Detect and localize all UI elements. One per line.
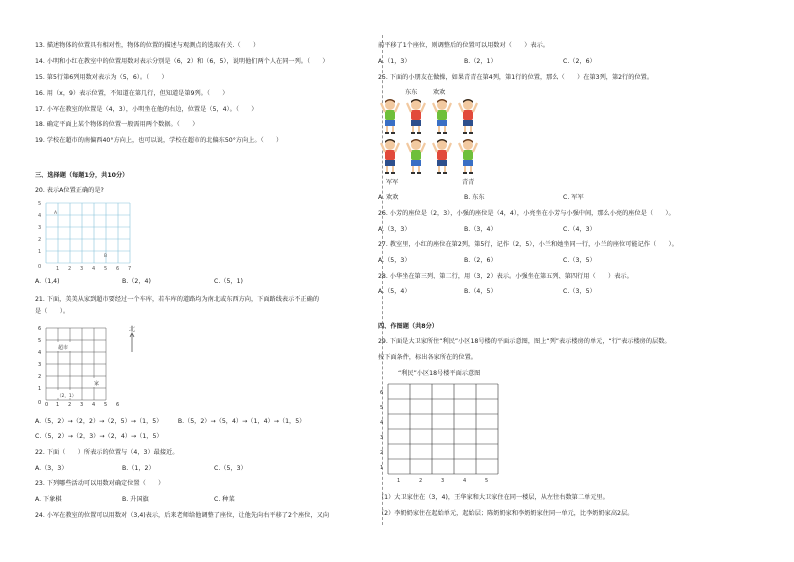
q21-options-ab: A.（5，2）→（2，2）→（2，5）→（1，5） B.（5，2）→（5，4）→（1，4）→（1，5） xyxy=(35,418,306,425)
question-26: 26. 小芳的座位是（2，3），小强的座位是（4，4），小亮坐在小芳与小强中间，那么小亮的座位是（ ）。 xyxy=(378,210,675,217)
q20-ytick: 1 xyxy=(38,249,42,255)
q27-option-b: B.（2，6） xyxy=(464,257,497,264)
q29-xtick: 1 xyxy=(397,478,401,484)
q26-option-a: A.（3，3） xyxy=(378,226,411,233)
q28-option-c: C.（3，5） xyxy=(563,288,596,295)
q20-xtick: 7 xyxy=(128,266,132,272)
q29-ytick: 1 xyxy=(380,465,384,471)
q28-option-a: A.（5，4） xyxy=(378,288,411,295)
q27-option-a: A.（5，3） xyxy=(378,257,411,264)
question-13: 13. 描述物体的位置具有相对性，物体的位置的描述与观测点的选取有关.（ ） xyxy=(35,42,260,49)
q29-condition-1: （1）大卫家住在（3，4)，王华家和大卫家住在同一楼层，从左往右数第二单元里。 xyxy=(378,494,609,501)
kid-label-huanhuan: 欢欢 xyxy=(433,89,446,96)
q22-option-c: C.（5，3） xyxy=(214,465,247,472)
q25-option-c: C. 军军 xyxy=(563,194,584,201)
q22-option-a: A.（3，3） xyxy=(35,465,68,472)
q27-option-c: C.（3，5） xyxy=(563,257,596,264)
q20-ytick: 3 xyxy=(38,225,42,231)
q21-xtick: 4 xyxy=(92,402,96,406)
q29-condition-2: （2）李奶奶家住在起始单元，起始层；陈奶奶家和李奶奶家住同一单元，比李奶奶家高2层。 xyxy=(378,510,634,517)
q21-home-label: 家 xyxy=(94,381,100,387)
q20-xtick: 2 xyxy=(68,266,72,272)
kid-label-qingqing: 青青 xyxy=(462,179,475,186)
q26-option-b: B.（3，4） xyxy=(464,226,497,233)
question-19: 19. 学校在超市的南偏西40°方向上，也可以说，学校在超市的北偏东50°方向上。（ ） xyxy=(35,137,283,144)
question-21: 21. 下面，美美从家到超市要经过一个车库，若车库的道路均为南北或东西方向，下面路线表示不正确的 xyxy=(35,296,320,303)
kids-illustration xyxy=(380,97,490,177)
question-21-cont: 是（ ）。 xyxy=(35,308,70,315)
question-18: 18. 确定平面上某个物体的位置一般需用两个数据。（ ） xyxy=(35,121,199,128)
q20-option-c: C.（5，1) xyxy=(214,278,243,285)
section-4-title: 四、作图题（共8分） xyxy=(378,323,438,330)
q20-ytick: 0 xyxy=(38,264,42,270)
question-22: 22. 下面（ ）所表示的位置与（4，3）最接近。 xyxy=(35,449,179,456)
q21-start-label: （2，1） xyxy=(57,394,77,399)
q21-xtick: 1 xyxy=(56,402,60,406)
q21-ytick: 4 xyxy=(38,350,42,356)
q21-ytick: 3 xyxy=(38,362,42,368)
section-3-title: 三、选择题（每题1分，共10分） xyxy=(35,172,129,179)
q20-point-b: B xyxy=(104,254,108,259)
q23-option-b: B. 升国旗 xyxy=(122,496,149,503)
q20-xtick: 6 xyxy=(116,266,120,272)
question-29-cont: 按下面条件，标出各家所在的位置。 xyxy=(378,354,477,361)
q21-ytick: 1 xyxy=(38,386,42,392)
q24-option-a: A.（1，3） xyxy=(378,58,411,65)
q28-option-b: B.（4，5） xyxy=(464,288,497,295)
question-27: 27. 教室里，小红的座位在第2列，第5行，记作（2，5），小兰和她坐同一行，小兰的座位可能记作（ ）。 xyxy=(378,241,678,248)
q23-option-a: A. 下象棋 xyxy=(35,496,62,503)
q21-xtick: 5 xyxy=(104,402,108,406)
q29-grid-title: “利民”小区18号楼平面示意图 xyxy=(398,370,481,377)
question-24-cont: 前平移了1个座位，则调整后的位置可以用数对（ ）表示。 xyxy=(378,42,549,49)
question-14: 14. 小明和小红在教室中的位置用数对表示分别是（6，2）和（6，5），说明他们两个人在同一列。（ ） xyxy=(35,58,329,65)
q21-ytick: 0 xyxy=(38,400,42,406)
q25-option-a: A. 欢欢 xyxy=(378,194,399,201)
q21-xtick: 2 xyxy=(68,402,72,406)
q29-ytick: 2 xyxy=(380,450,384,456)
q29-xtick: 2 xyxy=(419,478,423,484)
question-23: 23. 下列哪些活动可以用数对确定位置（ ） xyxy=(35,480,165,487)
q20-xtick: 3 xyxy=(80,266,84,272)
q21-ytick: 2 xyxy=(38,374,42,380)
q24-option-c: C.（2，6） xyxy=(563,58,596,65)
q29-ytick: 5 xyxy=(380,405,384,411)
question-28: 28. 小华坐在第三列、第二行，用（3，2）表示。小强坐在第五列、第四行用（ ）表示。 xyxy=(378,273,633,280)
q20-ytick: 5 xyxy=(38,201,42,207)
question-17: 17. 小军在教室的位置是（4，3），小明坐在他的右边，位置是（5，4）。（ ） xyxy=(35,106,258,113)
q20-ytick: 2 xyxy=(38,237,42,243)
question-16: 16. 用（x，9）表示位置，不知道在第几行，但知道是第9列。（ ） xyxy=(35,90,229,97)
q20-ytick: 4 xyxy=(38,213,42,219)
q21-xtick: 3 xyxy=(80,402,84,406)
q20-xtick: 5 xyxy=(104,266,108,272)
q21-ytick: 6 xyxy=(38,326,42,332)
question-24: 24. 小军在教室的位置可以用数对（3,4)表示，后来老师给他调整了座位，让他先向右平移了2个座位，又向 xyxy=(35,512,330,519)
q22-option-b: B.（1，2） xyxy=(122,465,155,472)
q20-option-b: B.（2，4) xyxy=(122,278,151,285)
q21-north-label: 北 xyxy=(129,326,136,333)
question-25: 25. 下面的小朋友在做操，如果青青在第4列，第1行的位置，那么（ ）在第3列，第2行的位置。 xyxy=(378,74,654,81)
q29-xtick: 5 xyxy=(485,478,489,484)
q23-option-c: C. 种菜 xyxy=(214,496,235,503)
q20-grid xyxy=(34,198,134,274)
q21-option-c: C.（5，2）→（2，3）→（2，4）→（1，5） xyxy=(35,433,163,440)
q29-xtick: 3 xyxy=(441,478,445,484)
question-20: 20. 表示A位置正确的是? xyxy=(35,187,104,194)
kid-label-junjun: 军军 xyxy=(386,179,399,186)
q21-grid xyxy=(34,322,144,406)
question-29: 29. 下面是大卫家所住“利民”小区18号楼的平面示意图，图上“列”表示楼房的单元，“行”表示楼房的层数。 xyxy=(378,338,671,345)
q21-ytick: 5 xyxy=(38,338,42,344)
q29-ytick: 3 xyxy=(380,435,384,441)
q21-xtick: 0 xyxy=(45,402,49,406)
q20-xtick: 1 xyxy=(56,266,60,272)
q21-market-label: 超市 xyxy=(58,345,69,351)
kid-label-dongdong: 东东 xyxy=(405,89,418,96)
q20-point-a: A xyxy=(54,211,58,216)
q21-xtick: 6 xyxy=(116,402,120,406)
q29-grid xyxy=(376,380,506,488)
q29-xtick: 4 xyxy=(463,478,467,484)
q24-option-b: B.（2，1） xyxy=(464,58,497,65)
question-15: 15. 第5行第6列用数对表示为（5，6）。（ ） xyxy=(35,74,168,81)
q29-ytick: 6 xyxy=(380,390,384,396)
q25-option-b: B. 东东 xyxy=(464,194,485,201)
q29-ytick: 4 xyxy=(380,420,384,426)
q20-option-a: A.（1,4) xyxy=(35,278,60,285)
q20-xtick: 4 xyxy=(92,266,96,272)
q26-option-c: C.（4，3） xyxy=(563,226,596,233)
